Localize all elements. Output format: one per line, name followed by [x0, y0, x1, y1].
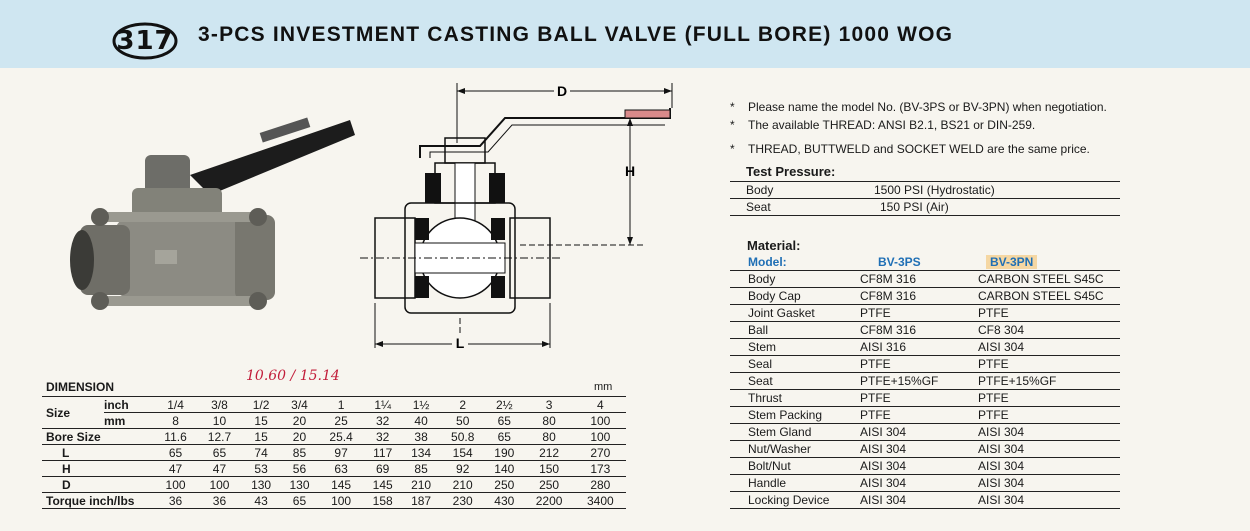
mm-cell: 20	[280, 413, 318, 429]
value-cell: 11.6	[154, 429, 197, 445]
value-cell: 145	[363, 477, 401, 493]
part-name: Stem Gland	[730, 424, 860, 441]
table-row	[730, 288, 1120, 305]
value-cell: 270	[575, 445, 626, 461]
table-row	[42, 445, 626, 461]
value-cell: 173	[575, 461, 626, 477]
handwritten-note: 10.60 / 15.14	[246, 368, 340, 384]
catalog-number: 317	[116, 26, 174, 56]
row-label: D	[42, 477, 154, 493]
value-cell: 190	[485, 445, 523, 461]
bv3pn-material: AISI 304	[978, 492, 1120, 509]
inch-cell: 1¼	[363, 397, 401, 413]
label-l: L	[455, 335, 465, 351]
mm-cell: 40	[402, 413, 440, 429]
table-row	[730, 441, 1120, 458]
inch-cell: 2	[440, 397, 485, 413]
bv3pn-material: CF8 304	[978, 322, 1120, 339]
bv3ps-material: PTFE+15%GF	[860, 373, 978, 390]
bv3ps-material: AISI 316	[860, 339, 978, 356]
value-cell: 154	[440, 445, 485, 461]
part-name: Body	[730, 271, 860, 288]
table-row	[730, 492, 1120, 509]
value-cell: 210	[402, 477, 440, 493]
part-name: Thrust	[730, 390, 860, 407]
inch-cell: 3/4	[280, 397, 318, 413]
value-cell: 47	[154, 461, 197, 477]
mm-cell: 100	[575, 413, 626, 429]
table-row	[730, 373, 1120, 390]
label-h: H	[624, 163, 636, 179]
tp-name: Seat	[730, 199, 858, 216]
table-row	[730, 475, 1120, 492]
notes-list	[730, 98, 1107, 158]
valve-photo	[60, 100, 360, 340]
bv3ps-material: CF8M 316	[860, 288, 978, 305]
note-item: * The available THREAD: ANSI B2.1, BS21 or DIN-259.	[730, 116, 1107, 134]
bv3ps-material: AISI 304	[860, 424, 978, 441]
value-cell: 187	[402, 493, 440, 509]
material-title: Material:	[747, 238, 801, 253]
bv3ps-material: AISI 304	[860, 441, 978, 458]
part-name: Bolt/Nut	[730, 458, 860, 475]
value-cell: 100	[197, 477, 242, 493]
mm-cell: 15	[242, 413, 280, 429]
value-cell: 134	[402, 445, 440, 461]
row-label: Torque inch/lbs	[42, 493, 154, 509]
bv3pn-material: AISI 304	[978, 424, 1120, 441]
value-cell: 150	[524, 461, 575, 477]
value-cell: 100	[154, 477, 197, 493]
dimension-table	[42, 396, 626, 509]
part-name: Seat	[730, 373, 860, 390]
table-row	[730, 407, 1120, 424]
value-cell: 130	[280, 477, 318, 493]
value-cell: 130	[242, 477, 280, 493]
bv3pn-material: AISI 304	[978, 458, 1120, 475]
inch-cell: 1/2	[242, 397, 280, 413]
bv3ps-material: CF8M 316	[860, 271, 978, 288]
value-cell: 47	[197, 461, 242, 477]
part-name: Stem Packing	[730, 407, 860, 424]
test-pressure-title: Test Pressure:	[746, 164, 836, 179]
bv3pn-material: PTFE	[978, 407, 1120, 424]
part-name: Locking Device	[730, 492, 860, 509]
tp-value: 150 PSI (Air)	[858, 199, 1120, 216]
bv3ps-material: CF8M 316	[860, 322, 978, 339]
value-cell: 230	[440, 493, 485, 509]
value-cell: 12.7	[197, 429, 242, 445]
size-label: Size	[42, 397, 104, 429]
inch-cell: 4	[575, 397, 626, 413]
bv3pn-material: AISI 304	[978, 475, 1120, 492]
value-cell: 250	[485, 477, 523, 493]
row-label: L	[42, 445, 154, 461]
value-cell: 117	[363, 445, 401, 461]
value-cell: 74	[242, 445, 280, 461]
table-row	[42, 413, 626, 429]
value-cell: 158	[363, 493, 401, 509]
bv3pn-material: PTFE+15%GF	[978, 373, 1120, 390]
material-table	[730, 254, 1120, 509]
inch-cell: 1½	[402, 397, 440, 413]
value-cell: 212	[524, 445, 575, 461]
inch-cell: 3/8	[197, 397, 242, 413]
inch-cell: 1/4	[154, 397, 197, 413]
note-item: * Please name the model No. (BV-3PS or BV-3PN) when negotiation.	[730, 98, 1107, 116]
value-cell: 65	[280, 493, 318, 509]
part-name: Seal	[730, 356, 860, 373]
bv3ps-material: PTFE	[860, 305, 978, 322]
mm-cell: 80	[524, 413, 575, 429]
value-cell: 53	[242, 461, 280, 477]
tp-name: Body	[730, 182, 858, 199]
row-label: H	[42, 461, 154, 477]
value-cell: 50.8	[440, 429, 485, 445]
value-cell: 32	[363, 429, 401, 445]
table-row	[730, 356, 1120, 373]
table-row	[42, 397, 626, 413]
bv3ps-material: AISI 304	[860, 492, 978, 509]
note-item: * THREAD, BUTTWELD and SOCKET WELD are the same price.	[730, 140, 1107, 158]
table-row	[730, 390, 1120, 407]
bv3pn-material: AISI 304	[978, 441, 1120, 458]
table-row	[42, 429, 626, 445]
value-cell: 38	[402, 429, 440, 445]
value-cell: 20	[280, 429, 318, 445]
inch-cell: 1	[319, 397, 364, 413]
value-cell: 100	[575, 429, 626, 445]
value-cell: 36	[154, 493, 197, 509]
tp-value: 1500 PSI (Hydrostatic)	[858, 182, 1120, 199]
row-label: Bore Size	[42, 429, 154, 445]
inch-cell: 3	[524, 397, 575, 413]
value-cell: 210	[440, 477, 485, 493]
bv3ps-material: PTFE	[860, 356, 978, 373]
value-cell: 145	[319, 477, 364, 493]
table-row	[730, 271, 1120, 288]
value-cell: 15	[242, 429, 280, 445]
model-bv3pn: BV-3PN	[986, 255, 1037, 269]
bv3pn-material: AISI 304	[978, 339, 1120, 356]
inch-cell: 2½	[485, 397, 523, 413]
value-cell: 430	[485, 493, 523, 509]
mm-label: mm	[104, 413, 154, 429]
bv3ps-material: AISI 304	[860, 458, 978, 475]
bv3pn-material: PTFE	[978, 305, 1120, 322]
dimension-title: DIMENSION	[46, 380, 115, 394]
value-cell: 140	[485, 461, 523, 477]
model-label: Model:	[730, 254, 860, 271]
table-row	[42, 477, 626, 493]
part-name: Joint Gasket	[730, 305, 860, 322]
value-cell: 69	[363, 461, 401, 477]
table-row	[730, 199, 1120, 216]
value-cell: 65	[154, 445, 197, 461]
value-cell: 63	[319, 461, 364, 477]
value-cell: 92	[440, 461, 485, 477]
header-banner	[0, 0, 1250, 68]
value-cell: 56	[280, 461, 318, 477]
value-cell: 3400	[575, 493, 626, 509]
dimension-unit: mm	[594, 381, 613, 393]
bv3ps-material: PTFE	[860, 407, 978, 424]
table-row	[730, 424, 1120, 441]
table-row	[730, 182, 1120, 199]
value-cell: 43	[242, 493, 280, 509]
value-cell: 80	[524, 429, 575, 445]
mm-cell: 10	[197, 413, 242, 429]
table-row	[730, 322, 1120, 339]
value-cell: 250	[524, 477, 575, 493]
value-cell: 280	[575, 477, 626, 493]
value-cell: 25.4	[319, 429, 364, 445]
value-cell: 97	[319, 445, 364, 461]
inch-label: inch	[104, 397, 154, 413]
bv3ps-material: PTFE	[860, 390, 978, 407]
bv3pn-material: PTFE	[978, 356, 1120, 373]
mm-cell: 25	[319, 413, 364, 429]
table-row	[42, 493, 626, 509]
table-row	[730, 305, 1120, 322]
catalog-badge	[112, 22, 178, 60]
test-pressure-table	[730, 181, 1120, 216]
mm-cell: 8	[154, 413, 197, 429]
part-name: Body Cap	[730, 288, 860, 305]
part-name: Handle	[730, 475, 860, 492]
mm-cell: 50	[440, 413, 485, 429]
bv3pn-material: PTFE	[978, 390, 1120, 407]
table-header-row	[730, 254, 1120, 271]
model-bv3ps: BV-3PS	[860, 254, 978, 271]
part-name: Nut/Washer	[730, 441, 860, 458]
mm-cell: 32	[363, 413, 401, 429]
valve-section-drawing	[360, 78, 700, 368]
part-name: Ball	[730, 322, 860, 339]
table-row	[42, 461, 626, 477]
label-d: D	[556, 83, 568, 99]
table-row	[730, 339, 1120, 356]
model-bv3pn-cell	[978, 254, 1120, 271]
bv3pn-material: CARBON STEEL S45C	[978, 288, 1120, 305]
value-cell: 36	[197, 493, 242, 509]
value-cell: 2200	[524, 493, 575, 509]
table-row	[730, 458, 1120, 475]
bv3pn-material: CARBON STEEL S45C	[978, 271, 1120, 288]
value-cell: 65	[485, 429, 523, 445]
mm-cell: 65	[485, 413, 523, 429]
part-name: Stem	[730, 339, 860, 356]
value-cell: 100	[319, 493, 364, 509]
page-title: 3-PCS INVESTMENT CASTING BALL VALVE (FULL BORE) 1000 WOG	[198, 23, 954, 46]
value-cell: 85	[280, 445, 318, 461]
value-cell: 65	[197, 445, 242, 461]
value-cell: 85	[402, 461, 440, 477]
bv3ps-material: AISI 304	[860, 475, 978, 492]
